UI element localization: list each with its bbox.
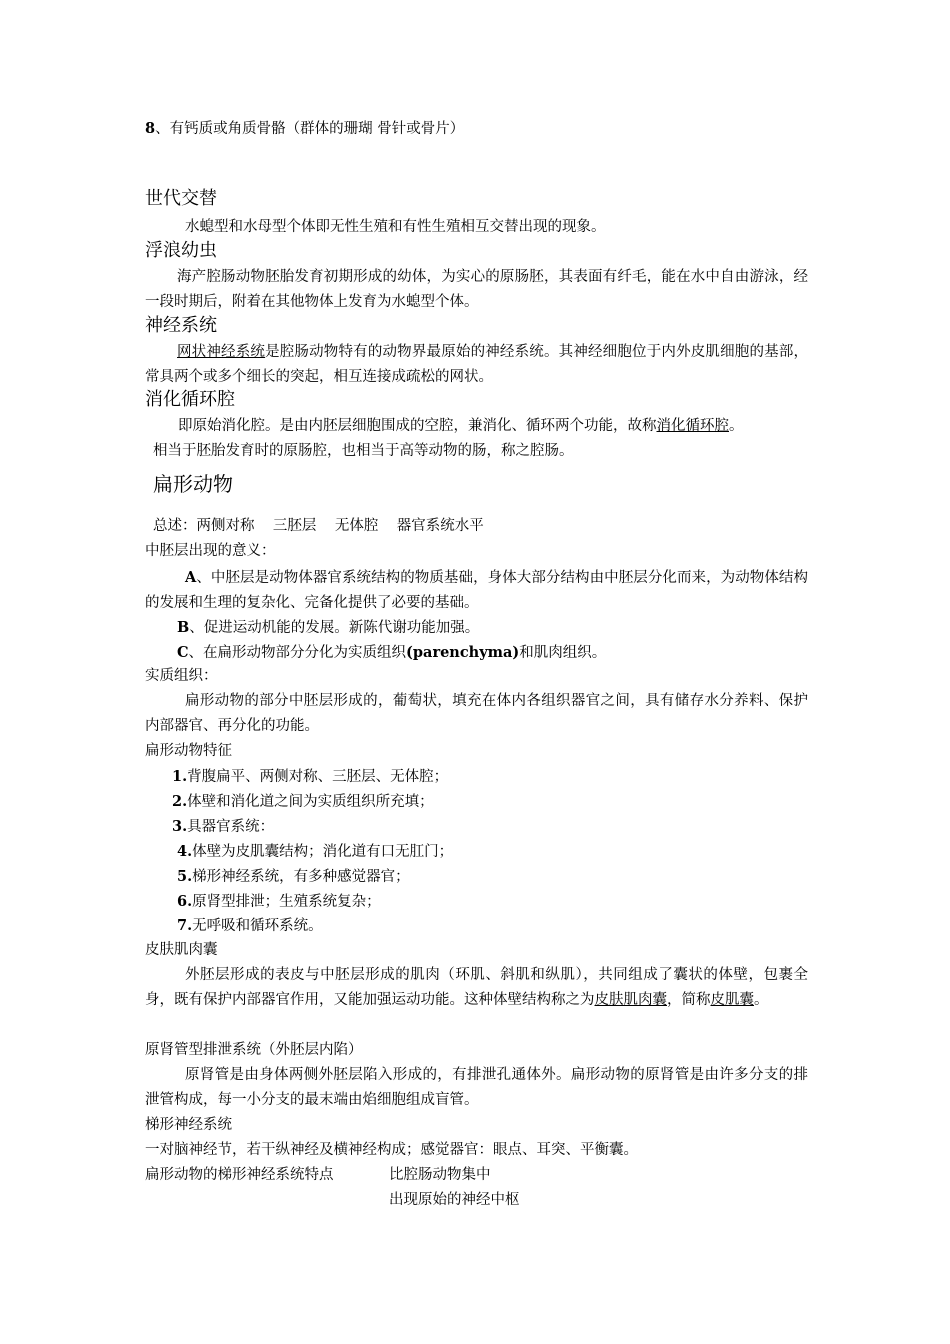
ladder-feature-2: 出现原始的神经中枢 (389, 1192, 520, 1208)
ladder-title: 梯形神经系统 (145, 1117, 232, 1133)
feature-6-text: 原肾型排泄；生殖系统复杂； (192, 894, 381, 910)
feature-7 (177, 913, 323, 939)
mesoderm-point-b (177, 615, 479, 641)
ladder-feature-1: 比腔肠动物集中 (389, 1167, 491, 1183)
feature-6-num: 6. (177, 893, 193, 910)
ladder-feature-label: 扁形动物的梯形神经系统特点 (145, 1167, 334, 1183)
feature-4-text: 体壁为皮肌囊结构；消化道有口无肛门； (192, 844, 454, 860)
sac-text-3: 。 (754, 992, 769, 1008)
ladder-body: 一对脑神经节，若干纵神经及横神经构成；感觉器官：眼点、耳突、平衡囊。 (145, 1142, 638, 1158)
point-b-text: 、促进运动机能的发展。新陈代谢功能加强。 (189, 620, 480, 636)
point-c-term: (parenchyma) (406, 644, 520, 661)
feature-2 (172, 789, 434, 815)
feature-5-num: 5. (177, 868, 193, 885)
feature-2-num: 2. (172, 793, 188, 810)
feature-3 (172, 814, 274, 840)
heading-planula: 浮浪幼虫 (145, 240, 217, 261)
point-a-label: A (185, 569, 197, 586)
sac-body (145, 963, 808, 1013)
parenchyma-title: 实质组织： (145, 668, 218, 684)
digestive-body-line2: 相当于胚胎发育时的原肠腔，也相当于高等动物的肠，称之腔肠。 (153, 443, 574, 459)
feature-7-text: 无呼吸和循环系统。 (192, 918, 323, 934)
feature-3-text: 具器官系统： (187, 819, 275, 835)
feature-1-text: 背腹扁平、两侧对称、三胚层、无体腔； (187, 769, 449, 785)
digestive-text-2: 。 (729, 418, 744, 434)
mesoderm-title: 中胚层出现的意义： (145, 543, 276, 559)
excretory-body: 原肾管是由身体两侧外胚层陷入形成的，有排泄孔通体外。扁形动物的原肾管是由许多分支的排泄管构成，每一小分支的最末端由焰细胞组成盲管。 (145, 1067, 808, 1108)
point-a-text: 、中胚层是动物体器官系统结构的物质基础，身体大部分结构由中胚层分化而来，为动物体结构的发展和生理的复杂化、完备化提供了必要的基础。 (145, 570, 808, 611)
feature-6 (177, 889, 381, 915)
item-8-number: 8 (145, 120, 156, 137)
feature-7-num: 7. (177, 917, 193, 934)
nervous-body (145, 340, 808, 390)
point-b-label: B (177, 619, 190, 636)
features-title: 扁形动物特征 (145, 743, 232, 759)
point-c-tail: 和肌肉组织。 (519, 645, 607, 661)
heading-nervous: 神经系统 (145, 315, 217, 336)
heading-digestive: 消化循环腔 (145, 389, 235, 410)
sac-term-1: 皮肤肌肉囊 (594, 992, 667, 1008)
heading-alternation: 世代交替 (145, 188, 217, 209)
parenchyma-body: 扁形动物的部分中胚层形成的，葡萄状，填充在体内各组织器官之间，具有储存水分养料、保护内部器官、再分化的功能。 (145, 693, 808, 734)
alternation-body: 水螅型和水母型个体即无性生殖和有性生殖相互交替出现的现象。 (185, 219, 606, 235)
nervous-text: 是腔肠动物特有的动物界最原始的神经系统。其神经细胞位于内外皮肌细胞的基部，常具两个或多个细长的突起，相互连接成疏松的网状。 (145, 344, 809, 385)
point-c-text: 、在扁形动物部分分化为实质组织 (188, 645, 407, 661)
mesoderm-point-a (145, 565, 808, 616)
sac-text-2: ，简称 (667, 992, 711, 1008)
feature-4 (177, 839, 453, 865)
heading-flatworm: 扁形动物 (153, 472, 233, 496)
sac-term-2: 皮肌囊 (710, 992, 754, 1008)
excretory-title: 原肾管型排泄系统（外胚层内陷） (145, 1042, 363, 1058)
digestive-term: 消化循环腔 (656, 418, 729, 434)
sac-title: 皮肤肌肉囊 (145, 942, 218, 958)
feature-5 (177, 864, 410, 890)
point-c-label: C (177, 644, 189, 661)
feature-1 (172, 764, 448, 790)
sac-text-1: 外胚层形成的表皮与中胚层形成的肌肉（环肌、斜肌和纵肌），共同组成了囊状的体壁，包裹全身，既有保护内部器官作用，又能加强运动功能。这种体壁结构称之为 (145, 967, 808, 1008)
nervous-term: 网状神经系统 (177, 344, 266, 360)
item-8 (145, 116, 464, 142)
feature-3-num: 3. (172, 818, 188, 835)
feature-5-text: 梯形神经系统，有多种感觉器官； (192, 869, 410, 885)
digestive-body-line1 (178, 414, 744, 439)
flatworm-summary: 总述：两侧对称 三胚层 无体腔 器官系统水平 (153, 518, 484, 534)
feature-1-num: 1. (172, 768, 188, 785)
feature-4-num: 4. (177, 843, 193, 860)
planula-body: 海产腔肠动物胚胎发育初期形成的幼体，为实心的原肠胚，其表面有纤毛，能在水中自由游泳，经一段时期后，附着在其他物体上发育为水螅型个体。 (145, 269, 808, 310)
digestive-text-1: 即原始消化腔。是由内胚层细胞围成的空腔，兼消化、循环两个功能，故称 (178, 418, 657, 434)
mesoderm-point-c (177, 640, 606, 666)
feature-2-text: 体壁和消化道之间为实质组织所充填； (187, 794, 434, 810)
item-8-text: 、有钙质或角质骨骼（群体的珊瑚 骨针或骨片） (155, 121, 465, 137)
